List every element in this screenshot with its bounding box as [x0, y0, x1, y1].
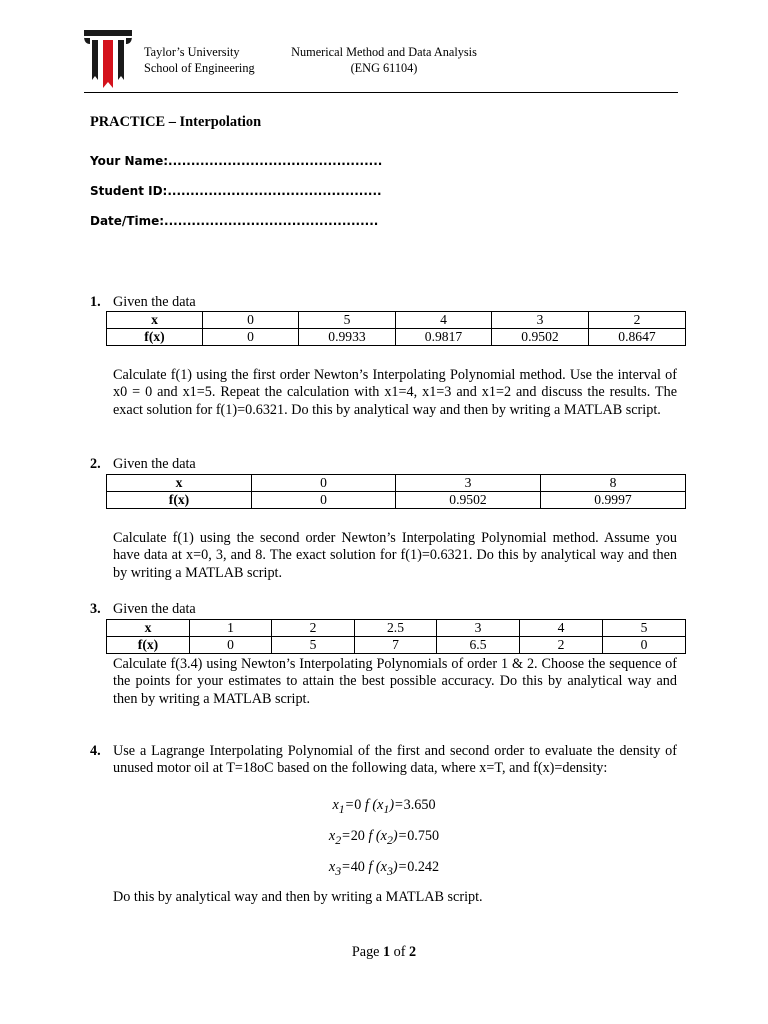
table-cell: 0.9502: [396, 492, 541, 509]
table-row: [107, 312, 686, 329]
table-row: [107, 492, 686, 509]
table-cell: 4: [520, 620, 603, 637]
table-cell: 2: [589, 312, 686, 329]
university-logo: [84, 30, 132, 90]
table-cell: 0: [603, 637, 686, 654]
course-code: (ENG 61104): [350, 61, 418, 75]
q3-intro: Given the data: [113, 601, 196, 617]
table-row: [107, 475, 686, 492]
q1-intro: Given the data: [113, 294, 196, 310]
table-cell: 2: [520, 637, 603, 654]
equation-3: $x_3=40$ f $(x_3)=0.242$: [328, 859, 440, 878]
q4-number: 4.: [90, 743, 101, 759]
of-word: of: [393, 944, 406, 960]
q2-text: Calculate f(1) using the second order Newton’s Interpolating Polynomial method. Assume you have data at x=0, 3, and 8. The exact solution for f(1)=0.6321. Do this by analytical way and then by writing a MATLAB script.: [113, 530, 677, 581]
table-cell: 2: [272, 620, 355, 637]
q3-data-table: [106, 619, 686, 654]
table-cell: 3: [437, 620, 520, 637]
course-name: Numerical Method and Data Analysis: [291, 45, 477, 59]
page-title: PRACTICE – Interpolation: [90, 114, 262, 130]
table-cell: 0.9997: [541, 492, 686, 509]
q3-number: 3.: [90, 601, 101, 617]
q1-number: 1.: [90, 294, 101, 310]
table-cell: 0.9502: [492, 329, 589, 346]
row-header-x: x: [107, 312, 203, 329]
table-cell: 5: [603, 620, 686, 637]
q1-data-table: [106, 311, 686, 346]
table-cell: 0: [203, 329, 299, 346]
table-cell: 0.9817: [396, 329, 492, 346]
table-cell: 0.8647: [589, 329, 686, 346]
table-cell: 3: [492, 312, 589, 329]
table-cell: 0: [190, 637, 272, 654]
eq1-f-value: 3.650: [403, 797, 436, 813]
eq1-x-value: 0: [354, 797, 362, 813]
table-row: [107, 620, 686, 637]
row-header-x: x: [107, 475, 252, 492]
row-header-x: x: [107, 620, 190, 637]
q1-text: Calculate f(1) using the first order Newton’s Interpolating Polynomial method. Use the interval of x0 = 0 and x1=5. Repeat the calculation with x1=4, x1=3 and x1=2 and discuss the results. The exact solution for f(1)=0.6321. Do this by analytical way and then by writing a MATLAB script.: [113, 367, 677, 418]
datetime-field: Date/Time:...............................................: [90, 214, 379, 228]
student-id-field: Student ID:...............................................: [90, 184, 382, 198]
table-cell: 5: [299, 312, 396, 329]
row-header-fx: f(x): [107, 492, 252, 509]
table-cell: 1: [190, 620, 272, 637]
q4-closing: Do this by analytical way and then by writing a MATLAB script.: [113, 889, 483, 905]
university-name: Taylor’s University: [144, 45, 240, 59]
eq3-x-value: 40: [350, 859, 365, 875]
table-cell: 0: [203, 312, 299, 329]
header-divider: [84, 92, 678, 93]
table-row: [107, 637, 686, 654]
page-number: 1: [383, 944, 391, 960]
table-cell: 8: [541, 475, 686, 492]
page-footer: [0, 944, 768, 961]
page-word: Page: [351, 944, 380, 960]
row-header-fx: f(x): [107, 329, 203, 346]
table-cell: 3: [396, 475, 541, 492]
table-cell: 0.9933: [299, 329, 396, 346]
header-course: [289, 44, 479, 76]
q3-text: Calculate f(3.4) using Newton’s Interpolating Polynomials of order 1 & 2. Choose the sequence of the points for your estimates to attain the best possible accuracy. Do this by analytical way and then by writing a MATLAB script.: [113, 656, 677, 707]
page-total: 2: [409, 944, 417, 960]
table-cell: 6.5: [437, 637, 520, 654]
header-institution: [144, 44, 255, 76]
table-cell: 0: [252, 475, 396, 492]
eq2-x-value: 20: [350, 828, 365, 844]
q4-text: Use a Lagrange Interpolating Polynomial of the first and second order to evaluate the density of unused motor oil at T=18oC based on the following data, where x=T, and f(x)=density:: [113, 743, 677, 777]
q2-data-table: [106, 474, 686, 509]
table-row: [107, 329, 686, 346]
table-cell: 5: [272, 637, 355, 654]
eq3-f-value: 0.242: [407, 859, 440, 875]
table-cell: 4: [396, 312, 492, 329]
table-cell: 0: [252, 492, 396, 509]
eq2-f-value: 0.750: [407, 828, 440, 844]
table-cell: 7: [355, 637, 437, 654]
school-name: School of Engineering: [144, 61, 255, 75]
row-header-fx: f(x): [107, 637, 190, 654]
equation-2: $x_2=20$ f $(x_2)=0.750$: [328, 828, 440, 847]
equation-1: $x_1=0$ f $(x_1)=3.650$: [332, 797, 436, 816]
table-cell: 2.5: [355, 620, 437, 637]
q2-number: 2.: [90, 456, 101, 472]
q2-intro: Given the data: [113, 456, 196, 472]
name-field: Your Name:...............................................: [90, 154, 383, 168]
